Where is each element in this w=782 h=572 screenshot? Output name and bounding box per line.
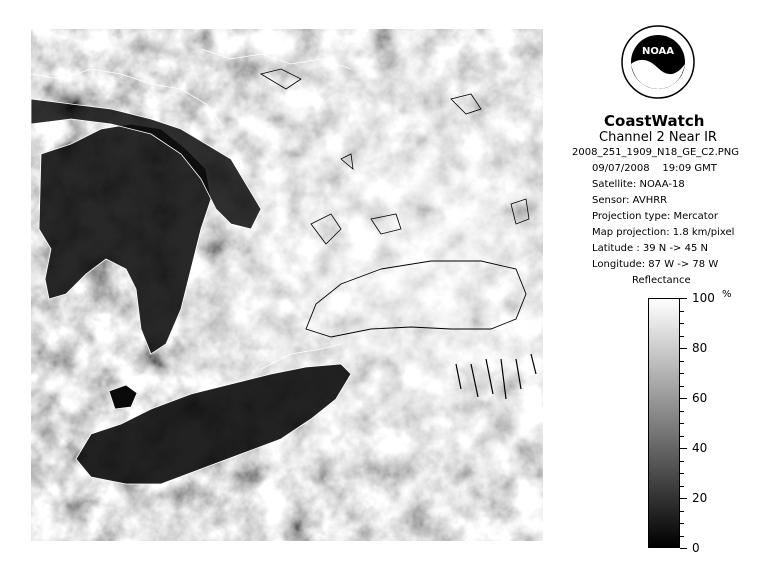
product-title: CoastWatch <box>604 112 705 130</box>
colorbar-tick-mark <box>680 498 687 499</box>
map-projection: Map projection: 1.8 km/pixel <box>592 227 735 238</box>
colorbar-tick-label: 100 <box>692 291 715 305</box>
time-value: 19:09 GMT <box>662 163 717 174</box>
colorbar-minor-tick <box>680 361 684 362</box>
colorbar-minor-tick <box>680 461 684 462</box>
colorbar-tick-label: 80 <box>692 341 708 355</box>
great-lakes-map <box>31 29 543 541</box>
colorbar-tick-label: 20 <box>692 491 708 505</box>
colorbar-tick-mark <box>680 448 687 449</box>
latitude-range: Latitude : 39 N -> 45 N <box>592 243 708 254</box>
colorbar-ticks <box>680 289 740 555</box>
colorbar-tick-mark <box>680 398 687 399</box>
colorbar-minor-tick <box>680 436 684 437</box>
colorbar-minor-tick <box>680 323 684 324</box>
colorbar-minor-tick <box>680 486 684 487</box>
satellite-image <box>31 29 543 541</box>
noaa-seal-icon <box>620 24 696 100</box>
colorbar-minor-tick <box>680 473 684 474</box>
colorbar-minor-tick <box>680 373 684 374</box>
longitude-range: Longitude: 87 W -> 78 W <box>592 259 719 270</box>
colorbar-tick-mark <box>680 298 687 299</box>
file-name: 2008_251_1909_N18_GE_C2.PNG <box>572 147 740 158</box>
date-value: 09/07/2008 <box>592 163 650 174</box>
colorbar-label: Reflectance <box>632 275 691 286</box>
date-time <box>592 164 717 174</box>
colorbar-tick-label: 40 <box>692 441 708 455</box>
colorbar-minor-tick <box>680 423 684 424</box>
colorbar-minor-tick <box>680 386 684 387</box>
colorbar <box>648 298 680 548</box>
colorbar-minor-tick <box>680 311 684 312</box>
colorbar-tick-label: 60 <box>692 391 708 405</box>
colorbar-tick-mark <box>680 348 687 349</box>
satellite-info: Satellite: NOAA-18 <box>592 179 685 190</box>
colorbar-minor-tick <box>680 411 684 412</box>
colorbar-tick-mark <box>680 548 687 549</box>
colorbar-tick-label: 0 <box>692 541 700 555</box>
colorbar-minor-tick <box>680 523 684 524</box>
colorbar-unit: % <box>722 289 732 300</box>
projection-type: Projection type: Mercator <box>592 211 718 222</box>
logo-text: NOAA <box>641 46 675 57</box>
sensor-info: Sensor: AVHRR <box>592 195 668 206</box>
colorbar-minor-tick <box>680 511 684 512</box>
colorbar-minor-tick <box>680 536 684 537</box>
channel-label: Channel 2 Near IR <box>599 130 717 145</box>
colorbar-minor-tick <box>680 336 684 337</box>
